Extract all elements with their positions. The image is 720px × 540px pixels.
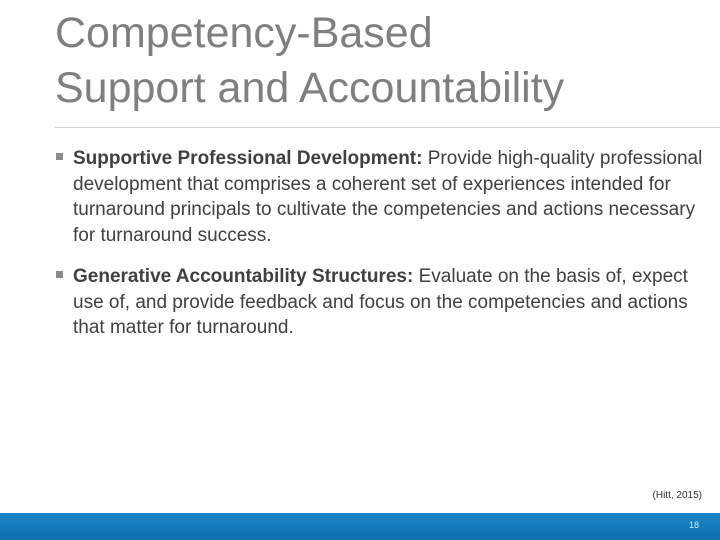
citation: (Hitt, 2015) — [652, 490, 702, 501]
square-bullet-icon — [56, 271, 63, 278]
footer-bar — [0, 513, 720, 540]
square-bullet-icon — [56, 153, 63, 160]
slide-title-line-1: Competency-Based — [55, 9, 433, 57]
bullet-term: Supportive Professional Development: — [73, 148, 423, 169]
bullet-item — [55, 264, 705, 341]
bullet-description: Provide high-quality professional development that comprises a coherent set of experiences intended for turnaround principals to cultivate the competencies and actions necessary for turnaround success. — [73, 148, 703, 246]
bullet-description: Evaluate on the basis of, expect use of, and provide feedback and focus on the competencies and actions that matter for turnaround. — [73, 266, 688, 338]
slide-title-line-2: Support and Accountability — [55, 64, 565, 112]
title-divider — [55, 127, 720, 128]
bullet-term: Generative Accountability Structures: — [73, 266, 414, 287]
bullet-text — [73, 264, 705, 341]
slide-title — [55, 6, 705, 116]
bullet-text — [73, 146, 705, 248]
page-number: 18 — [688, 520, 699, 530]
bullet-item — [55, 146, 705, 248]
bullet-list — [55, 146, 705, 357]
